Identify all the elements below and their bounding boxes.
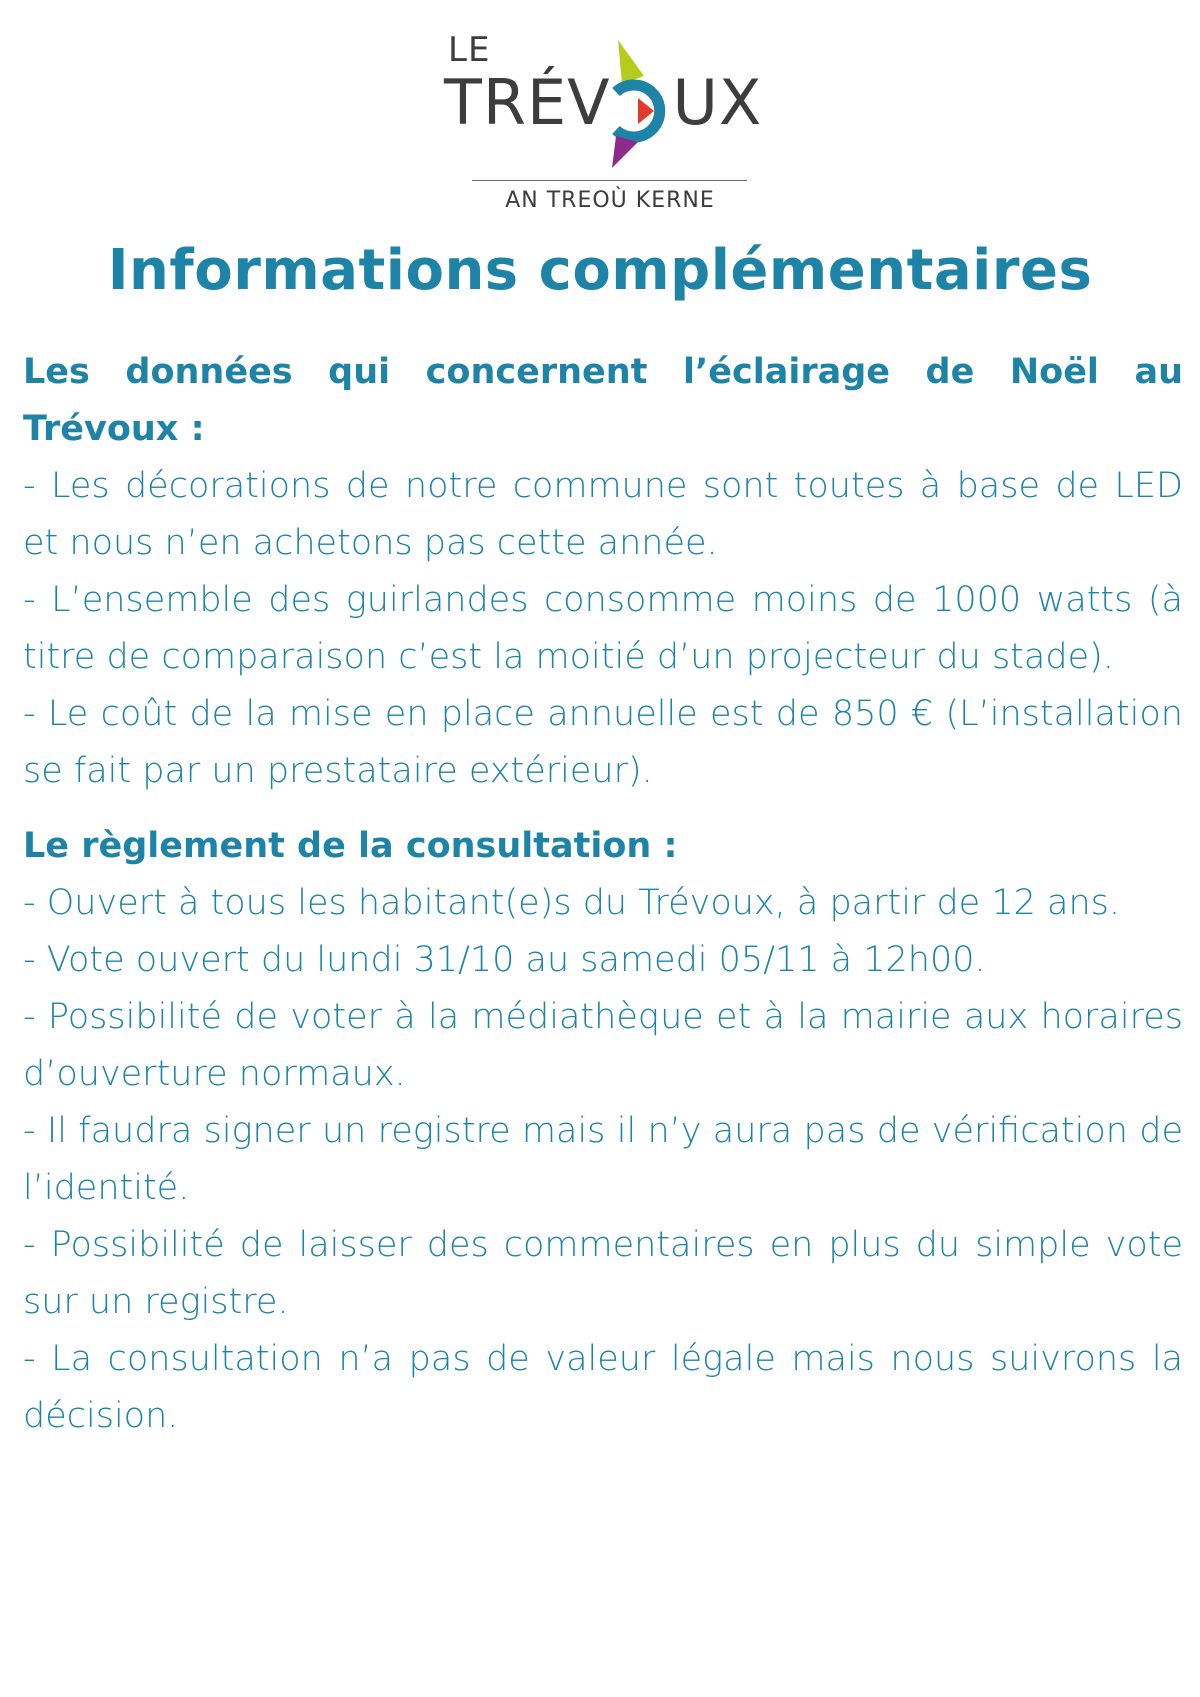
logo-name-right: UX <box>672 66 763 139</box>
page-title: Informations complémentaires <box>107 238 1093 303</box>
logo <box>440 30 770 230</box>
logo-name <box>444 66 763 139</box>
logo-prefix: LE <box>448 30 491 70</box>
list-item: - Il faudra signer un registre mais il n’y aura pas de vérification de l’identité. <box>23 1111 1183 1208</box>
list-item: - La consultation n’a pas de valeur légale mais nous suivrons la décision. <box>23 1339 1183 1436</box>
list-item: - Ouvert à tous les habitant(e)s du Trévoux, à partir de 12 ans. <box>23 883 1120 923</box>
list-item: - Les décorations de notre commune sont toutes à base de LED et nous n’en achetons pas cette année. <box>23 466 1183 563</box>
section-consultation-rules <box>23 818 1183 1445</box>
logo-tagline: AN TREOÙ KERNE <box>505 188 715 213</box>
section-christmas-lighting <box>23 344 1183 800</box>
content <box>23 344 1183 1445</box>
list-item: - Vote ouvert du lundi 31/10 au samedi 05/11 à 12h00. <box>23 940 986 980</box>
logo-divider <box>472 180 747 181</box>
logo-emblem-icon <box>608 40 698 170</box>
list-item: - L’ensemble des guirlandes consomme moins de 1000 watts (à titre de comparaison c’est la moitié d’un projecteur du stade). <box>23 580 1183 677</box>
list-item: - Possibilité de laisser des commentaires en plus du simple vote sur un registre. <box>23 1225 1183 1322</box>
logo-name-left: TRÉV <box>444 66 611 139</box>
list-item: - Le coût de la mise en place annuelle est de 850 € (L’installation se fait par un prestataire extérieur). <box>23 694 1183 791</box>
section-heading: Le règlement de la consultation : <box>23 826 678 866</box>
list-item: - Possibilité de voter à la médiathèque et à la mairie aux horaires d’ouverture normaux. <box>23 997 1183 1094</box>
section-heading: Les données qui concernent l’éclairage de Noël au Trévoux : <box>23 352 1183 449</box>
